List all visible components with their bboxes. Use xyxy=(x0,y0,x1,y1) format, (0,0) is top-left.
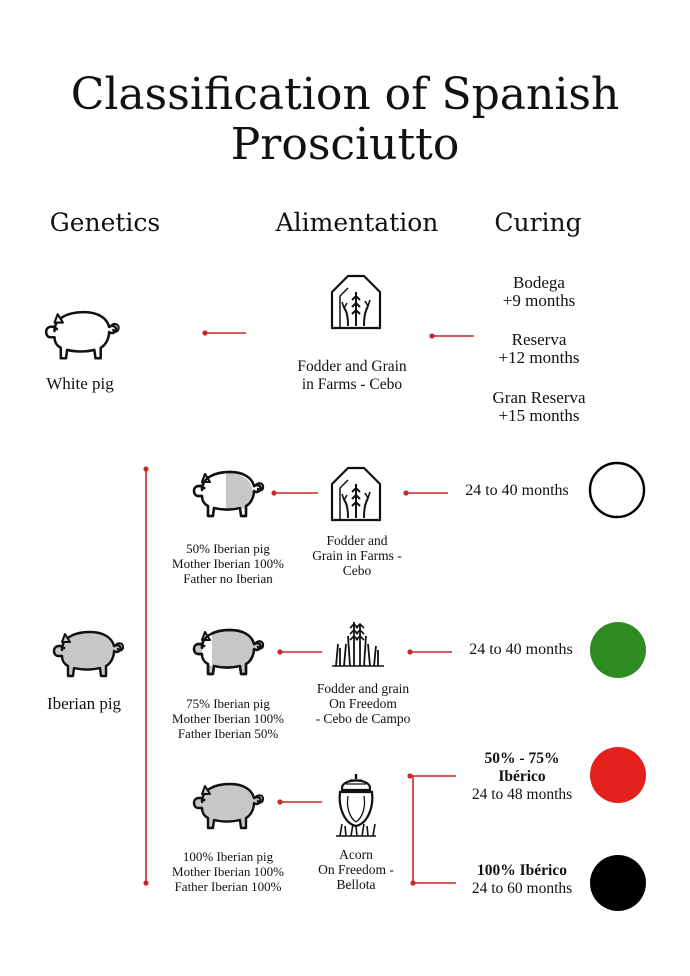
feed-line: Fodder and xyxy=(326,533,388,548)
genetics-line: Father no Iberian xyxy=(183,571,273,586)
curing-gran-reserva xyxy=(476,389,602,425)
curing-name: Bodega xyxy=(513,273,565,292)
pig-icon-50 xyxy=(194,472,263,516)
row1-feed xyxy=(296,533,418,578)
grade-circle-white xyxy=(590,463,644,517)
feed-line: - Cebo de Campo xyxy=(315,711,411,726)
pig-icon-75 xyxy=(194,630,263,674)
pig-icon-white xyxy=(46,312,119,358)
grade-line: Ibérico xyxy=(498,768,546,785)
row2-curing: 24 to 40 months xyxy=(469,641,573,658)
connector-row3-curing xyxy=(407,773,456,885)
pig-icon-iberian xyxy=(54,632,123,676)
barn-icon-row1 xyxy=(332,468,380,520)
connector-row2-curing xyxy=(407,649,452,654)
white-feed-line: in Farms - Cebo xyxy=(301,376,403,393)
row2-feed xyxy=(296,681,430,726)
curing-time: +15 months xyxy=(498,406,580,425)
connector-row1-feed xyxy=(271,490,318,495)
iberian-branch-line xyxy=(143,466,148,885)
grade-circle-red xyxy=(590,747,646,803)
feed-line: Fodder and grain xyxy=(316,681,410,696)
grade-curing: 24 to 60 months xyxy=(471,880,573,897)
title-line-2: Prosciutto xyxy=(230,119,460,170)
alimentation-header: Alimentation xyxy=(275,208,439,237)
feed-line: Grain in Farms - xyxy=(312,548,402,563)
feed-line: On Freedom - xyxy=(318,862,394,877)
curing-reserva xyxy=(476,331,602,367)
curing-bodega xyxy=(476,274,602,310)
genetics-line: Father Iberian 50% xyxy=(177,726,279,741)
feed-line: Bellota xyxy=(336,877,376,892)
grade-circle-black xyxy=(590,855,646,911)
row2-genetics xyxy=(156,696,300,741)
grade-curing: 24 to 48 months xyxy=(471,786,573,803)
row1-curing: 24 to 40 months xyxy=(465,482,569,499)
curing-name: Gran Reserva xyxy=(492,388,586,407)
row3-feed xyxy=(300,847,412,892)
barn-icon-white xyxy=(332,276,380,328)
curing-header: Curing xyxy=(494,208,582,237)
iberian-pig-label: Iberian pig xyxy=(46,694,122,713)
feed-line: Acorn xyxy=(339,847,373,862)
acorn-icon-row3 xyxy=(336,774,376,836)
row3-grade-2 xyxy=(456,862,588,898)
curing-time: +9 months xyxy=(502,291,576,310)
row3-grade-1 xyxy=(456,750,588,804)
row1-genetics xyxy=(156,541,300,586)
grade-line: 50% - 75% xyxy=(484,750,560,767)
grade-line: 100% Ibérico xyxy=(477,862,567,879)
white-curing-list xyxy=(476,274,602,425)
genetics-header: Genetics xyxy=(49,208,161,237)
white-feed-label xyxy=(280,358,424,394)
grade-circle-green xyxy=(590,622,646,678)
connector-row1-curing xyxy=(403,490,448,495)
title-line-1: Classification of Spanish xyxy=(70,69,620,120)
white-pig-label: White pig xyxy=(46,374,114,393)
genetics-line: 75% Iberian pig xyxy=(186,696,270,711)
genetics-line: Mother Iberian 100% xyxy=(172,864,284,879)
genetics-line: Mother Iberian 100% xyxy=(172,556,284,571)
pig-icon-100 xyxy=(194,784,263,828)
feed-line: On Freedom xyxy=(329,696,397,711)
curing-name: Reserva xyxy=(511,330,567,349)
connector-row3-feed xyxy=(277,799,322,804)
genetics-line: 100% Iberian pig xyxy=(182,849,274,864)
white-feed-line: Fodder and Grain xyxy=(297,358,407,375)
feed-line: Cebo xyxy=(342,563,372,578)
connector-white-curing xyxy=(429,333,474,338)
genetics-line: 50% Iberian pig xyxy=(186,541,270,556)
genetics-line: Mother Iberian 100% xyxy=(172,711,284,726)
connector-white-genetics xyxy=(202,330,246,335)
genetics-line: Father Iberian 100% xyxy=(174,879,282,894)
grass-icon-row2 xyxy=(332,622,384,666)
curing-time: +12 months xyxy=(498,348,580,367)
row3-genetics xyxy=(156,849,300,894)
connector-row2-feed xyxy=(277,649,322,654)
